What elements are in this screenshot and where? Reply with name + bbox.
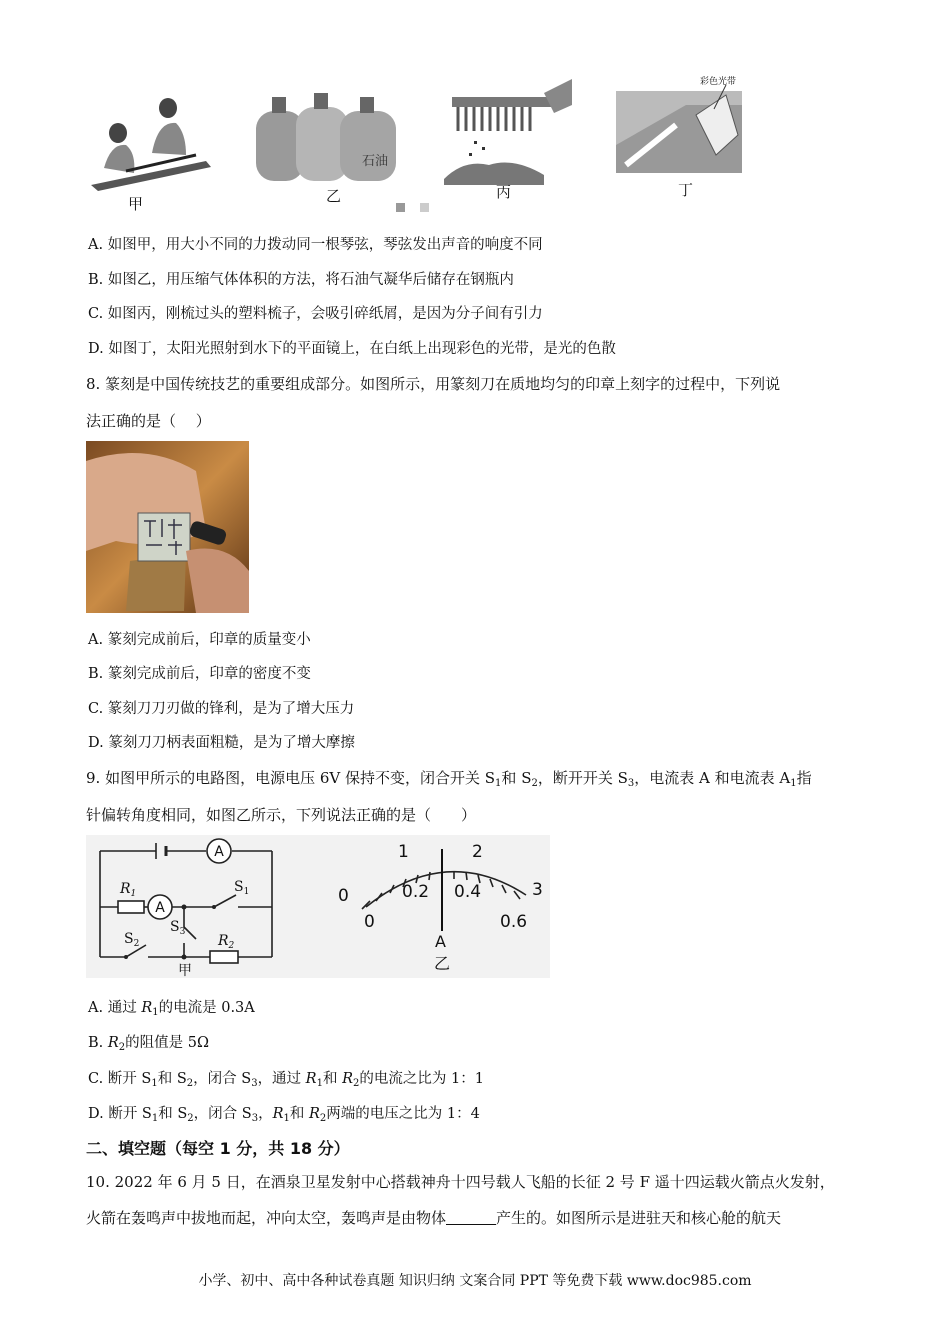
- carousel-dot-1[interactable]: [396, 203, 405, 212]
- q9-sub-s3: 3: [627, 778, 635, 789]
- q10-line2-part-b: 产生的。如图所示是进驻天和核心舱的航天: [496, 1209, 782, 1227]
- q9-stem-line1: [86, 768, 812, 794]
- dial-outer-tick-2: 2: [472, 842, 483, 862]
- dial-inner-tick-1: 0.2: [402, 882, 430, 902]
- q9-option-b: B. $R_2$的阻值是 5Ω: [88, 1035, 210, 1053]
- figure-ding-label: 丁: [678, 181, 694, 199]
- label-jia: 甲: [178, 963, 192, 978]
- q9-stem-line2: 针偏转角度相同，如图乙所示，下列说法正确的是（ ）: [86, 806, 477, 824]
- label-s1: $S_1$: [234, 879, 250, 897]
- figure-yi-label: 乙: [326, 187, 342, 205]
- q7-option-b: B. 如图乙，用压缩气体体积的方法，将石油气凝华后储存在钢瓶内: [88, 272, 514, 288]
- q9-option-a: A. 通过 $R_1$的电流是 0.3A: [88, 1000, 255, 1018]
- q8-stem-line1: 8. 篆刻是中国传统技艺的重要组成部分。如图所示，用篆刻刀在质地均匀的印章上刻字的过程中，下列说: [86, 375, 781, 393]
- figure-bing-label: 丙: [496, 183, 512, 201]
- dial-unit: A: [435, 932, 446, 951]
- q9-sub-a1: 1: [790, 778, 797, 789]
- q10-stem-line1: 10. 2022 年 6 月 5 日，在酒泉卫星发射中心搭载神舟十四号载人飞船的长征 2 号 F 遥十四运载火箭点火发射，: [86, 1173, 835, 1191]
- q9-stem-part-d: ，电流表 A 和电流表 A: [634, 769, 791, 787]
- carousel-dot-2[interactable]: [420, 203, 429, 212]
- figure-yi-tank-text: 石油: [362, 154, 389, 169]
- q8-option-d: D. 篆刻刀刀柄表面粗糙，是为了增大摩擦: [88, 735, 355, 751]
- section-2-heading: 二、填空题（每空 1 分，共 18 分）: [86, 1139, 350, 1158]
- dial-outer-tick-0: 0: [338, 886, 349, 906]
- q9-option-d: D. 断开 $S_1$和 $S_2$，闭合 $S_3$，$R_1$和 $R_2$两端的电压之比为 1：4: [88, 1106, 480, 1124]
- q9-stem-part-a: 9. 如图甲所示的电路图，电源电压 6V 保持不变，闭合开关 S: [86, 769, 496, 787]
- q9-figure: [86, 835, 550, 978]
- label-r2: $R_2$: [218, 933, 235, 951]
- dial-label-yi: 乙: [434, 954, 451, 973]
- q7-option-c: C. 如图丙，刚梳过头的塑料梳子，会吸引碎纸屑，是因为分子间有引力: [88, 306, 543, 322]
- q8-seal-carving-photo: [86, 441, 249, 613]
- dial-outer-tick-1: 1: [398, 842, 409, 862]
- ammeter-a1: [148, 895, 172, 919]
- ammeter-a: [207, 839, 231, 863]
- q7-option-a: A. 如图甲，用大小不同的力拨动同一根琴弦，琴弦发出声音的响度不同: [88, 237, 543, 253]
- q10-line2-part-a: 火箭在轰鸣声中拔地而起，冲向太空，轰鸣声是由物体: [86, 1209, 447, 1227]
- q8-option-b: B. 篆刻完成前后，印章的密度不变: [88, 666, 311, 682]
- q9-stem-part-e: 指: [796, 769, 812, 787]
- dial-outer-tick-3: 3: [532, 880, 543, 900]
- page-footer: 小学、初中、高中各种试卷真题 知识归纳 文案合同 PPT 等免费下载 www.doc985.com: [198, 1273, 752, 1289]
- q8-stem-line2: 法正确的是（ ）: [86, 412, 211, 430]
- q9-stem-part-b: 和 S: [501, 769, 532, 787]
- q8-option-a: A. 篆刻完成前后，印章的质量变小: [88, 632, 311, 648]
- q8-option-c: C. 篆刻刀刀刃做的锋利，是为了增大压力: [88, 701, 355, 717]
- q9-sub-s1: 1: [495, 778, 502, 789]
- q9-option-c: C. 断开 $S_1$和 $S_2$，闭合 $S_3$，通过 $R_1$和 $R_2$的电流之比为 1：1: [88, 1071, 484, 1089]
- q10-stem-line2: [86, 1208, 781, 1228]
- svg-text:A: A: [214, 844, 224, 860]
- label-s3: $S_3$: [170, 919, 186, 937]
- label-r1: $R_1$: [120, 881, 137, 899]
- q9-stem-part-c: ，断开开关 S: [537, 769, 628, 787]
- figure-yi-image: [254, 93, 404, 185]
- q10-answer-blank[interactable]: [446, 1210, 496, 1225]
- figure-bing-image: [444, 75, 574, 187]
- figure-ding-image: [616, 75, 746, 175]
- svg-text:A: A: [155, 900, 165, 916]
- dial-inner-tick-2: 0.4: [454, 882, 482, 902]
- q9-sub-s2: 2: [531, 778, 538, 789]
- figure-jia-label: 甲: [128, 195, 144, 213]
- q7-option-d: D. 如图丁，太阳光照射到水下的平面镜上，在白纸上出现彩色的光带，是光的色散: [88, 341, 616, 357]
- dial-inner-tick-0: 0: [364, 912, 375, 932]
- q7-figure-row: [86, 75, 756, 215]
- label-s2: $S_2$: [124, 931, 140, 949]
- figure-jia-image: [86, 93, 216, 193]
- figure-ding-stripe-label: 彩色光带: [700, 77, 737, 87]
- dial-inner-tick-3: 0.6: [500, 912, 528, 932]
